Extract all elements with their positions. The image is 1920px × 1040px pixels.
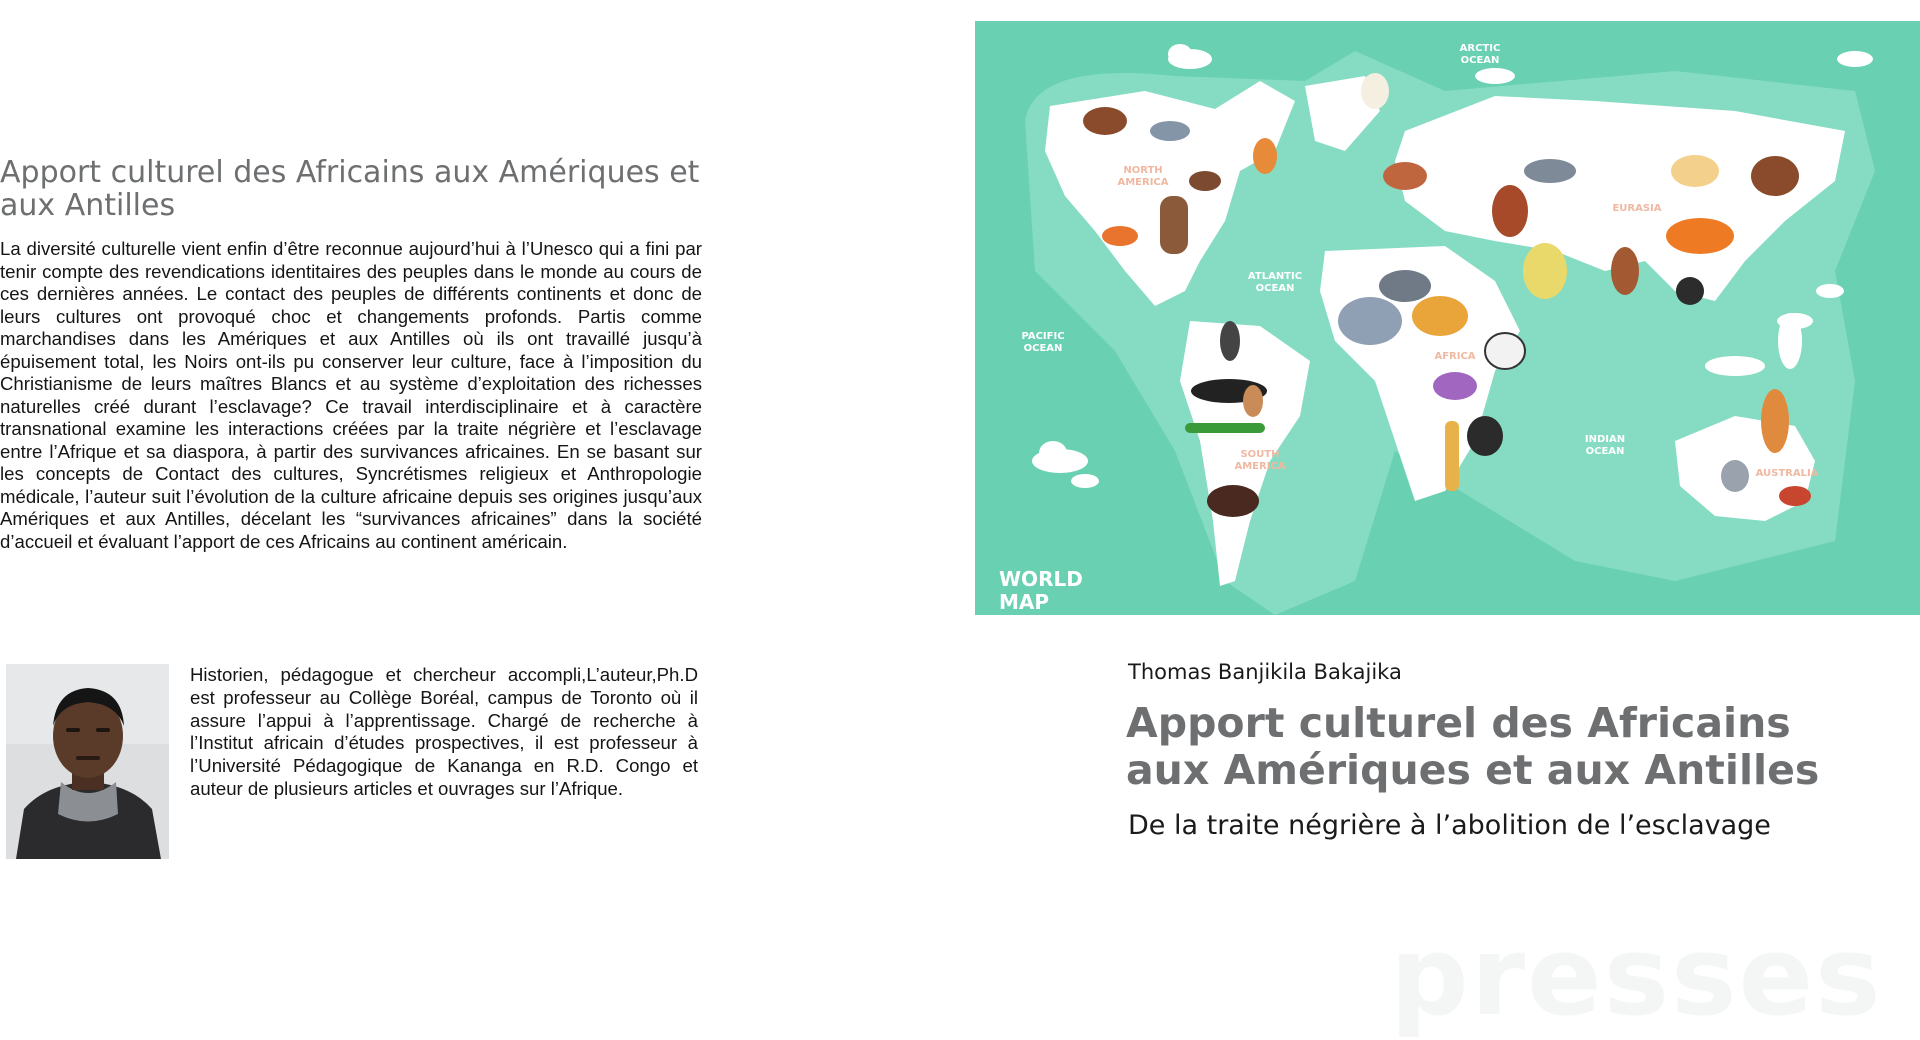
svg-text:AMERICA: AMERICA bbox=[1117, 177, 1169, 188]
author-bio: Historien, pédagogue et chercheur accompli,L’auteur,Ph.D est professeur au Collège Boréal, campus de Toronto où il assure l’appui à l’apprentissage. Chargé de recherche à l’Institut africain d’études prospectives, il est professeur à l’Université Pédagogique de Kananga en R.D. Congo et auteur de plusieurs articles et ouvrages sur l’Afrique. bbox=[190, 664, 698, 799]
cover-subtitle: De la traite négrière à l’abolition de l’esclavage bbox=[1128, 810, 1771, 841]
author-portrait-image bbox=[6, 664, 169, 859]
pacific-ocean-label: PACIFIC bbox=[1021, 331, 1065, 342]
cover-title: Apport culturel des Africains aux Amériques et aux Antilles bbox=[1126, 699, 1820, 794]
svg-text:OCEAN: OCEAN bbox=[1585, 446, 1625, 457]
arctic-ocean-label: ARCTIC bbox=[1459, 43, 1501, 54]
africa-label: AFRICA bbox=[1434, 351, 1476, 362]
world-map-illustration bbox=[975, 21, 1920, 615]
cover-author-name: Thomas Banjikila Bakajika bbox=[1128, 660, 1402, 684]
south-america-label: SOUTH bbox=[1240, 449, 1280, 460]
back-cover-blurb: La diversité culturelle vient enfin d’être reconnue aujourd’hui à l’Unesco qui a fini par tenir compte des revendications identitaires des peuples dans le monde au cours de ces dernières années. Le contact des peuples de différents continents et donc de leurs cultures ont provoqué choc et changements profonds. Partis comme marchandises dans les Amériques et aux Antilles où ils ont travaillé jusqu’à épuisement total, les Noirs ont-ils pu conserver leur culture, face à l’imposition du Christianisme de leurs maîtres Blancs et au système d’exploitation des richesses naturelles créé durant l’esclavage? Ce travail interdisciplinaire et à caractère transnational examine les interactions créées par la traite négrière et l’esclavage entre l’Afrique et sa diaspora, à partir des survivances africaines. En se basant sur les concepts de Contact des cultures, Syncrétismes religieux et Anthropologie médicale, l’auteur suit l’évolution de la culture africaine depuis ses origines jusqu’aux Amériques et aux Antilles, décelant les “survivances africaines” dans la société d’accueil et évaluant l’apport de ces Africains au continent américain. bbox=[0, 238, 702, 552]
publisher-watermark: presses bbox=[1390, 912, 1883, 1040]
eurasia-label: EURASIA bbox=[1612, 203, 1662, 214]
north-america-label: NORTH bbox=[1123, 165, 1163, 176]
australia-label: AUSTRALIA bbox=[1755, 468, 1819, 479]
svg-text:MAP: MAP bbox=[999, 590, 1050, 614]
svg-text:OCEAN: OCEAN bbox=[1460, 55, 1500, 66]
svg-text:OCEAN: OCEAN bbox=[1255, 283, 1295, 294]
indian-ocean-label: INDIAN bbox=[1584, 434, 1626, 445]
islands bbox=[1705, 356, 1765, 376]
back-cover-title: Apport culturel des Africains aux Amériques et aux Antilles bbox=[0, 155, 700, 223]
world-map-label: WORLD bbox=[999, 567, 1083, 591]
atlantic-ocean-label: ATLANTIC bbox=[1247, 271, 1303, 282]
author-photo bbox=[6, 664, 169, 859]
svg-text:OCEAN: OCEAN bbox=[1023, 343, 1063, 354]
svg-text:AMERICA: AMERICA bbox=[1234, 461, 1286, 472]
world-map-svg bbox=[975, 21, 1920, 615]
